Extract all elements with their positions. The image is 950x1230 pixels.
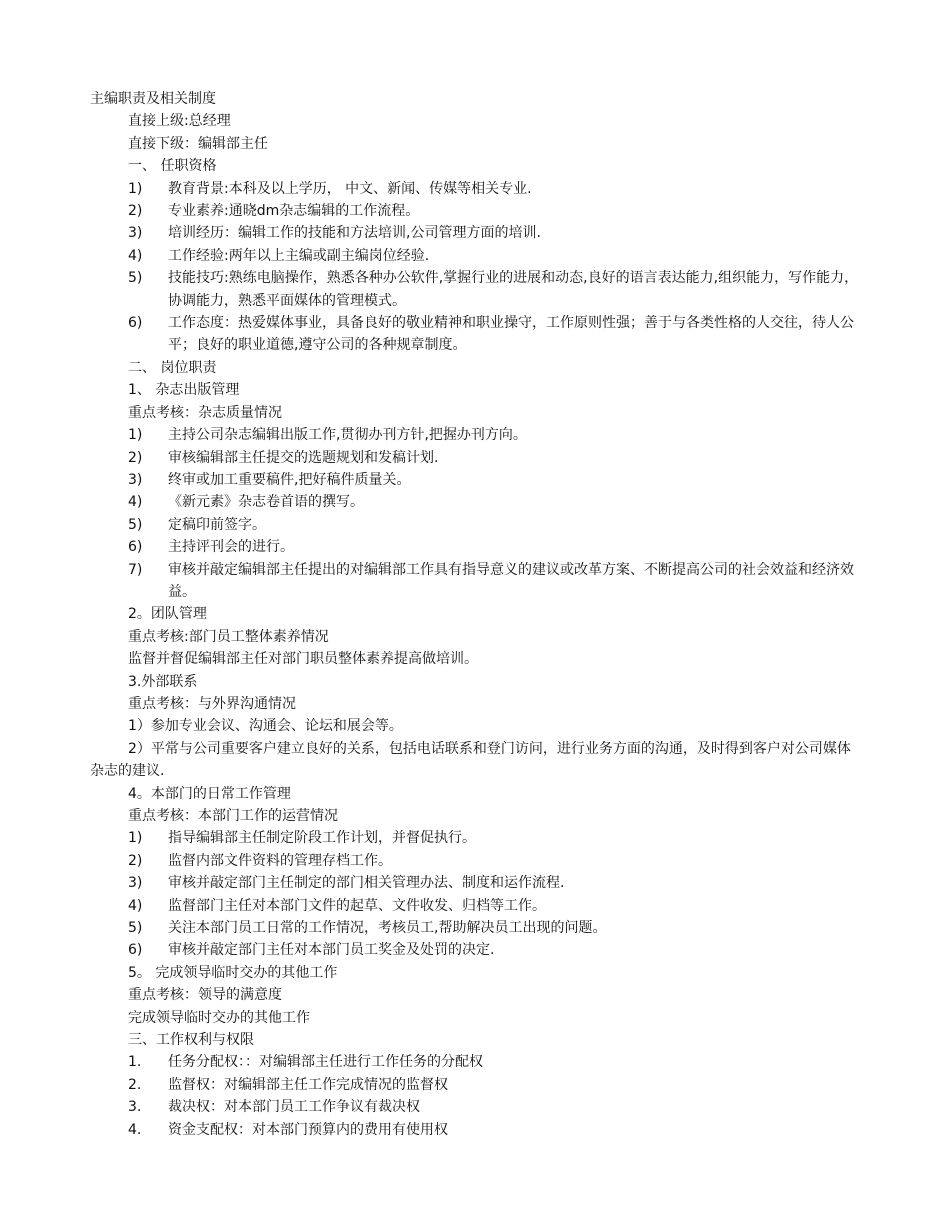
item-text: 审核并敲定部门主任对本部门员工奖金及处罚的决定. — [168, 942, 495, 959]
item-text: 工作经验:两年以上主编或副主编岗位经验. — [168, 247, 430, 264]
list-item — [0, 559, 950, 604]
item-text: 任务分配权：：对编辑部主任进行工作任务的分配权 — [168, 1054, 483, 1071]
item-number: 4. — [128, 1121, 142, 1138]
list-item — [0, 1096, 950, 1118]
item-text: 监督部门主任对本部门文件的起草、文件收发、归档等工作。 — [168, 897, 546, 914]
list-item — [0, 850, 950, 872]
item-text: 指导编辑部主任制定阶段工作计划，并督促执行。 — [168, 830, 476, 847]
item-text: 资金支配权：对本部门预算内的费用有使用权 — [168, 1121, 448, 1138]
item-text: 监督权：对编辑部主任工作完成情况的监督权 — [168, 1076, 448, 1093]
item-number: 7) — [128, 561, 143, 578]
list-item — [0, 827, 950, 849]
list-item — [0, 1074, 950, 1096]
list-item — [0, 1051, 950, 1073]
item-text: 《新元素》杂志卷首语的撰写。 — [168, 494, 364, 511]
item-number: 3) — [128, 471, 143, 488]
item-number: 1. — [128, 1054, 142, 1071]
list-item — [0, 267, 950, 312]
item-text: 裁决权：对本部门员工工作争议有裁决权 — [168, 1099, 420, 1116]
list-item — [0, 917, 950, 939]
item-text: 主持评刊会的进行。 — [168, 539, 294, 556]
list-item — [0, 872, 950, 894]
list-item — [0, 245, 950, 267]
list-item — [0, 178, 950, 200]
item-number: 4) — [128, 494, 143, 511]
list-item — [0, 200, 950, 222]
body-text: 完成领导临时交办的其他工作 — [128, 1009, 310, 1026]
body-text: 监督并督促编辑部主任对部门职员整体素养提高做培训。 — [128, 651, 478, 668]
item-text: 审核并敲定编辑部主任提出的对编辑部工作具有指导意义的建议或改革方案、不断提高公司的社会效益和经济效益。 — [168, 561, 854, 600]
item-text: 审核并敲定部门主任制定的部门相关管理办法、制度和运作流程. — [168, 875, 565, 892]
assessment-line: 重点考核：杂志质量情况 — [128, 404, 282, 421]
item-number: 2) — [128, 852, 143, 869]
list-item — [0, 514, 950, 536]
assessment-line: 重点考核：本部门工作的运营情况 — [128, 808, 338, 824]
list-item — [0, 536, 950, 558]
item-number: 3) — [128, 225, 143, 242]
list-item — [0, 447, 950, 469]
section-heading: 一、 任职资格 — [128, 158, 217, 175]
item-number: 4) — [128, 247, 143, 264]
list-item — [0, 895, 950, 917]
item-text: 专业素养:通晓dm杂志编辑的工作流程。 — [168, 203, 420, 220]
list-item — [0, 469, 950, 491]
assessment-line: 重点考核:部门员工整体素养情况 — [128, 628, 329, 645]
item-number: 5) — [128, 920, 143, 937]
list-item — [0, 312, 950, 357]
item-text: 工作态度：热爱媒体事业，具备良好的敬业精神和职业操守，工作原则性强；善于与各类性格的人交往，待人公平；良好的职业道德,遵守公司的各种规章制度。 — [168, 315, 854, 354]
item-number: 2) — [128, 203, 143, 220]
body-text: 1）参加专业会议、沟通会、论坛和展会等。 — [128, 718, 403, 735]
list-item — [0, 424, 950, 446]
item-number: 5) — [128, 270, 143, 287]
item-number: 6) — [128, 315, 143, 332]
subsection-heading: 3.外部联系 — [128, 673, 198, 690]
assessment-line: 重点考核：与外界沟通情况 — [128, 695, 296, 712]
item-number: 1) — [128, 830, 143, 847]
assessment-line: 重点考核：领导的满意度 — [128, 987, 282, 1004]
item-number: 4) — [128, 897, 143, 914]
item-text: 培训经历：编辑工作的技能和方法培训,公司管理方面的培训. — [168, 225, 541, 242]
item-text: 技能技巧:熟练电脑操作，熟悉各种办公软件,掌握行业的进展和动态,良好的语言表达能力,组织能力，写作能力，协调能力，熟悉平面媒体的管理模式。 — [168, 270, 859, 309]
item-text: 监督内部文件资料的管理存档工作。 — [168, 852, 392, 869]
section-heading: 二、 岗位职责 — [128, 359, 217, 376]
item-number: 3) — [128, 875, 143, 892]
list-item — [0, 491, 950, 513]
list-item — [0, 1119, 950, 1141]
item-number: 1) — [128, 180, 143, 197]
item-text: 主持公司杂志编辑出版工作,贯彻办刊方针,把握办刊方向。 — [168, 427, 527, 444]
item-number: 3. — [128, 1099, 142, 1116]
item-text: 定稿印前签字。 — [168, 516, 266, 533]
item-number: 6) — [128, 942, 143, 959]
subsection-heading: 4。本部门的日常工作管理 — [128, 785, 291, 802]
item-number: 6) — [128, 539, 143, 556]
subsection-heading: 1、 杂志出版管理 — [128, 382, 240, 399]
item-text: 终审或加工重要稿件,把好稿件质量关。 — [168, 471, 411, 488]
item-text: 关注本部门员工日常的工作情况，考核员工,帮助解决员工出现的问题。 — [168, 920, 607, 937]
subsection-heading: 2。团队管理 — [128, 606, 207, 623]
direct-subordinate: 直接下级：编辑部主任 — [128, 135, 268, 152]
list-item — [0, 222, 950, 244]
direct-superior: 直接上级:总经理 — [128, 113, 231, 130]
body-paragraph: 2）平常与公司重要客户建立良好的关系，包括电话联系和登门访问，进行业务方面的沟通，及时得到客户对公司媒体杂志的建议. — [90, 740, 851, 780]
document-title: 主编职责及相关制度 — [90, 91, 216, 107]
item-number: 5) — [128, 516, 143, 533]
item-text: 教育背景:本科及以上学历， 中文、新闻、传媒等相关专业. — [168, 180, 532, 197]
list-item — [0, 939, 950, 961]
item-number: 2) — [128, 449, 143, 466]
section-heading: 三、工作权利与权限 — [128, 1032, 254, 1049]
item-number: 2. — [128, 1076, 142, 1093]
item-text: 审核编辑部主任提交的选题规划和发稿计划. — [168, 449, 439, 466]
item-number: 1) — [128, 427, 143, 444]
subsection-heading: 5。 完成领导临时交办的其他工作 — [128, 964, 338, 981]
